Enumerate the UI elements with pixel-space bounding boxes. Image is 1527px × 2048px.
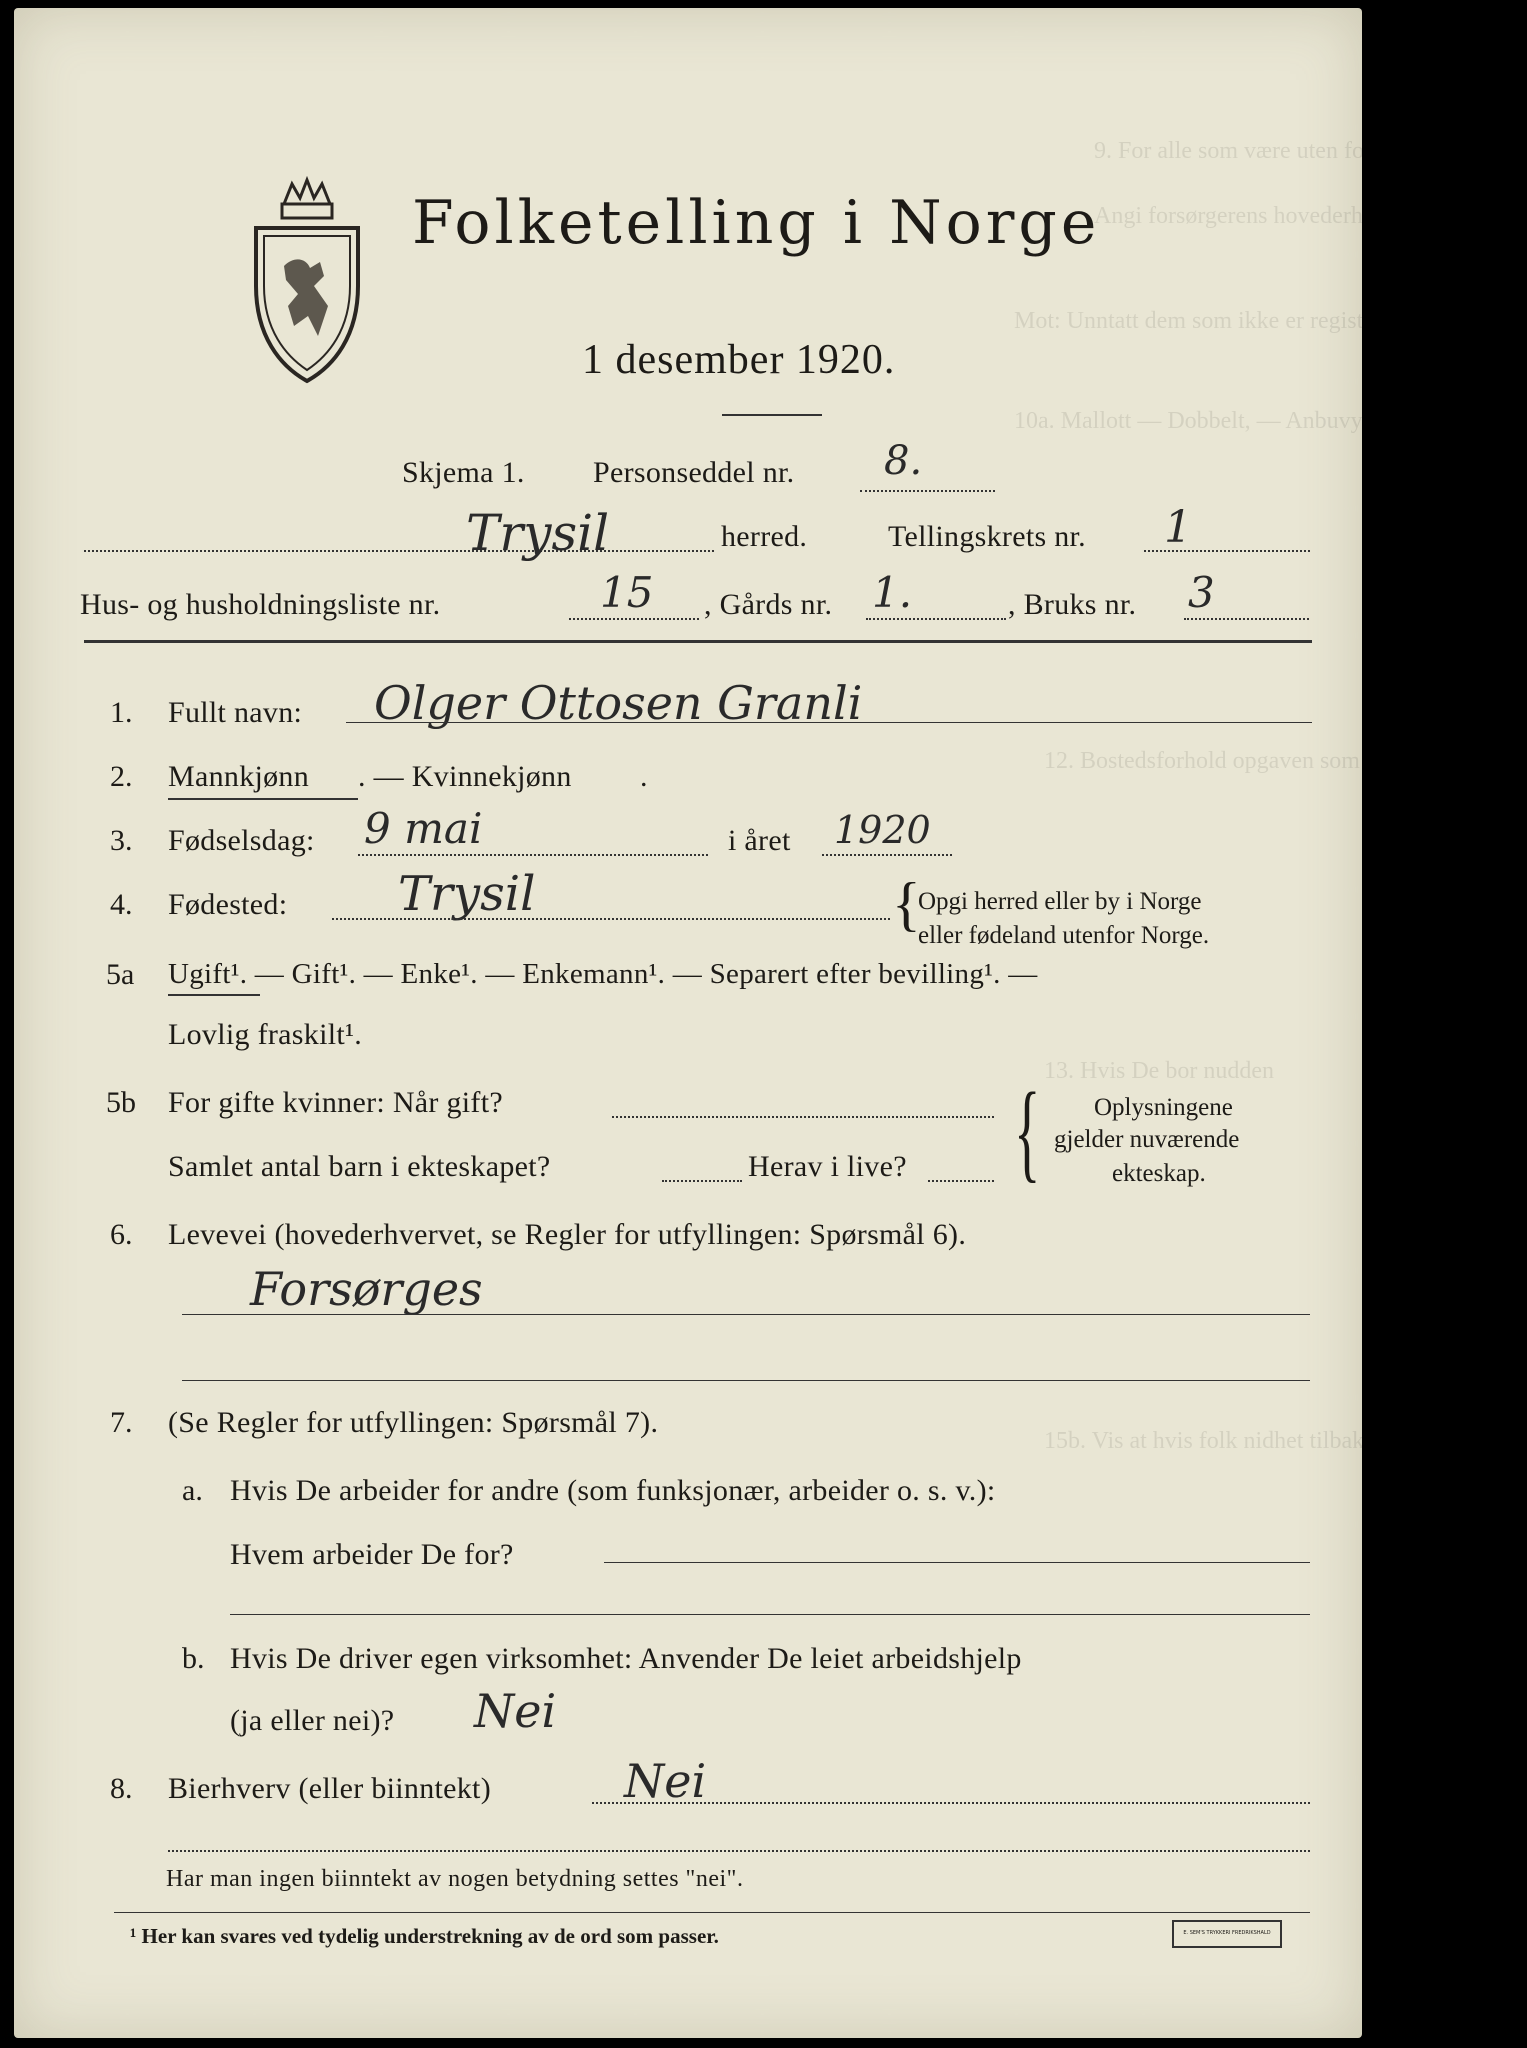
q7a-label: Hvis De arbeider for andre (som funksjonær, arbeider o. s. v.):	[230, 1474, 996, 1507]
hus-value: 15	[600, 568, 654, 617]
q6-value: Forsørges	[250, 1262, 483, 1316]
header-rule	[84, 640, 1312, 643]
q4-label: Fødested:	[168, 888, 288, 921]
q5b-alive-label: Herav i live?	[748, 1150, 907, 1183]
bruks-line	[1184, 618, 1309, 620]
q3-year-line	[822, 854, 952, 856]
skjema-label: Skjema 1.	[402, 456, 525, 489]
q5a-options: Ugift¹. — Gift¹. — Enke¹. — Enkemann¹. — Separert efter bevilling¹. —	[168, 958, 1038, 990]
q4-note-line1: Opgi herred eller by i Norge	[918, 888, 1202, 915]
tellingskrets-value: 1	[1164, 502, 1192, 553]
q8-value: Nei	[624, 1754, 707, 1808]
form-title: Folketelling i Norge	[412, 188, 1101, 258]
q3-value: 9 mai	[364, 804, 483, 853]
q7b-label: Hvis De driver egen virksomhet: Anvender De leiet arbeidshjelp	[230, 1642, 1022, 1675]
personseddel-value: 8.	[884, 438, 923, 484]
q3-label: Fødselsdag:	[168, 824, 315, 857]
q7a-extra-line	[230, 1614, 1310, 1615]
q1-label: Fullt navn:	[168, 696, 303, 729]
q4-value: Trysil	[398, 866, 536, 922]
q6-line2	[182, 1380, 1310, 1381]
census-form-page: 9. For alle som være uten forsørges av andre: Angi forsørgerens hovederhverv Mot: Unntatt dem som ikke er registert 10a. Mallott — Dobbelt, — Anbuvyk — Lopmig 12. Bostedsforhold opgaven som hundrer 13. Hvis De bor nudden 15b. Vis at hvis folk nidhet tilbake Folketelling i Norge 1 desember 1920. Skjema 1. Personseddel nr. 8. Trysil herred. Tellingskrets nr. 1 Hus- og husholdningsliste nr. 15 , Gårds nr. 1. , Bruks nr. 3 1. Fullt navn: Olger Ottosen Granli 2. Mannkjønn . — Kvinnekjønn . 3. Fødselsdag: 9 mai i året 1920 4. Fødested: Trysil { Opgi herred eller by i Norge eller fødeland utenfor Norge. 5a Ugift¹. — Gift¹. — Enke¹. — Enkemann¹. — Separert efter bevilling¹. — Lovlig fraskilt¹. 5b For gifte kvinner: Når gift? Samlet antal barn i ekteskapet? Herav i live? { Oplysningene gjelder nuværende ekteskap. 6. Levevei (hovederhvervet, se Regler for utfyllingen: Spørsmål 6). Forsørges 7. (Se Regler for utfyllingen: Spørsmål 7). a. Hvis De arbeider for andre (som funksjonær, arbeider o. s. v.): Hvem arbeider De for? b. Hvis De driver egen virksomhet: Anvender De leiet arbeidshjelp (ja eller nei)? Nei 8. Bierhverv (eller biinntekt) Nei Har man ingen biinntekt av nogen betydning settes "nei". ¹ Her kan svares ved tydelig understrekning av de ord som passer. E. SEM'S TRYKKERI FREDRIKSHALD	[14, 8, 1362, 2038]
q4-note-line2: eller fødeland utenfor Norge.	[918, 922, 1210, 949]
q6-number: 6.	[110, 1218, 133, 1251]
q2-male-underline	[168, 798, 358, 800]
personseddel-line	[860, 490, 995, 492]
q2-end: .	[640, 760, 648, 793]
q5b-brace: {	[1014, 1070, 1041, 1192]
q2-number: 2.	[110, 760, 133, 793]
footer-rule	[114, 1912, 1310, 1913]
q7a-employer-line	[604, 1562, 1310, 1563]
q7a-number: a.	[182, 1474, 203, 1507]
q7-label: (Se Regler for utfyllingen: Spørsmål 7).	[168, 1406, 659, 1439]
printer-stamp-text: E. SEM'S TRYKKERI FREDRIKSHALD	[1183, 1930, 1271, 1937]
q8-line	[592, 1802, 1310, 1804]
q4-line	[332, 918, 890, 920]
q7b-value: Nei	[474, 1684, 557, 1738]
q3-line	[358, 854, 708, 856]
q3-year-label: i året	[728, 824, 791, 857]
herred-label: herred.	[721, 520, 808, 553]
q5b-note-line2: gjelder nuværende	[1054, 1126, 1240, 1153]
q1-line	[346, 722, 1312, 723]
q8-extra-line	[168, 1850, 1310, 1852]
q8-number: 8.	[110, 1772, 133, 1805]
q6-line1	[182, 1314, 1310, 1315]
bruks-value: 3	[1188, 568, 1215, 617]
q3-number: 3.	[110, 824, 133, 857]
footnote: ¹ Her kan svares ved tydelig understrekning av de ord som passer.	[130, 1924, 719, 1948]
q8-label: Bierhverv (eller biinntekt)	[168, 1772, 491, 1805]
tellingskrets-label: Tellingskrets nr.	[888, 520, 1086, 553]
q1-value: Olger Ottosen Granli	[374, 676, 863, 730]
hus-label: Hus- og husholdningsliste nr.	[80, 588, 441, 621]
q3-year-value: 1920	[834, 808, 931, 852]
herred-value: Trysil	[466, 504, 610, 562]
q7b-label-line2: (ja eller nei)?	[230, 1704, 395, 1737]
census-date: 1 desember 1920.	[582, 337, 896, 383]
q5a-number: 5a	[106, 958, 135, 991]
q5b-note-line3: ekteskap.	[1112, 1160, 1206, 1187]
personseddel-label: Personseddel nr.	[593, 456, 795, 489]
q4-number: 4.	[110, 888, 133, 921]
q4-brace: {	[892, 871, 921, 937]
q2-male-option: Mannkjønn	[168, 760, 310, 793]
printer-stamp	[1172, 1920, 1282, 1948]
q7-number: 7.	[110, 1406, 133, 1439]
norway-coat-of-arms-icon	[244, 176, 370, 386]
q2-female-option: . — Kvinnekjønn	[358, 760, 572, 793]
q5a-options-line2: Lovlig fraskilt¹.	[168, 1018, 363, 1051]
q5b-when-married-label: For gifte kvinner: Når gift?	[168, 1086, 503, 1119]
q5a-ugift-underline	[168, 994, 260, 996]
bruks-label: , Bruks nr.	[1008, 588, 1137, 621]
gards-label: , Gårds nr.	[704, 588, 833, 621]
q5b-alive-line	[928, 1180, 994, 1182]
gards-line	[866, 618, 1006, 620]
q5b-number: 5b	[106, 1086, 136, 1119]
q5b-children-label: Samlet antal barn i ekteskapet?	[168, 1150, 551, 1183]
q5b-note-line1: Oplysningene	[1094, 1094, 1233, 1121]
gards-value: 1.	[872, 568, 913, 617]
herred-line	[84, 550, 714, 552]
q5b-when-married-line	[612, 1116, 994, 1118]
q1-number: 1.	[110, 696, 133, 729]
title-rule	[722, 414, 822, 416]
footer-note: Har man ingen biinntekt av nogen betydning settes "nei".	[166, 1866, 744, 1892]
q7b-number: b.	[182, 1642, 205, 1675]
tellingskrets-line	[1144, 550, 1310, 552]
hus-line	[569, 618, 699, 620]
q6-label: Levevei (hovederhvervet, se Regler for utfyllingen: Spørsmål 6).	[168, 1218, 967, 1251]
q5b-children-line	[662, 1180, 742, 1182]
q7a-employer-label: Hvem arbeider De for?	[230, 1538, 514, 1571]
